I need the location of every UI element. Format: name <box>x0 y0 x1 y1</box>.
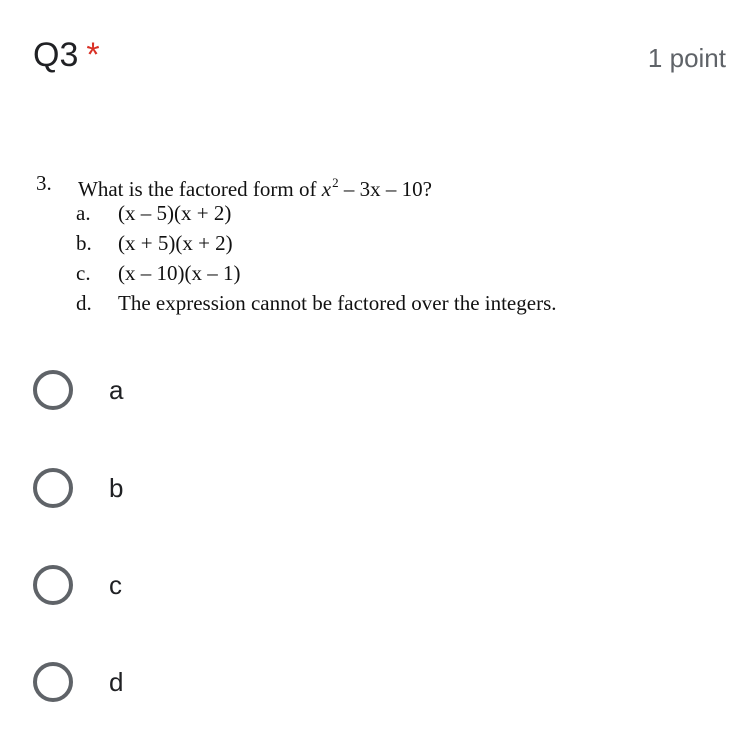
option-b[interactable] <box>33 464 433 512</box>
option-d[interactable] <box>33 658 433 706</box>
question-title-text: Q3 <box>33 36 79 74</box>
option-a[interactable] <box>33 366 433 414</box>
radio-button-c[interactable] <box>33 565 73 605</box>
question-image <box>36 168 676 318</box>
question-number: 3. <box>36 171 52 195</box>
image-choice-letter: b. <box>76 231 92 255</box>
image-choice-text: (x – 5)(x + 2) <box>118 201 232 225</box>
expression-rest: – 3x – 10? <box>338 177 432 201</box>
option-label-a: a <box>109 375 124 405</box>
question-stem <box>36 168 676 201</box>
option-label-b: b <box>109 473 124 503</box>
image-choice-letter: c. <box>76 261 91 285</box>
image-choice-d <box>36 288 676 318</box>
expression-exponent: 2 <box>332 175 339 190</box>
image-choice-letter: d. <box>76 291 92 315</box>
image-choice-text: (x + 5)(x + 2) <box>118 231 233 255</box>
question-stem-text <box>78 168 432 201</box>
image-choice-a <box>36 198 676 228</box>
stem-text: What is the factored form of <box>78 177 322 201</box>
option-c[interactable] <box>33 561 433 609</box>
option-label-c: c <box>109 570 122 600</box>
image-choice-text: The expression cannot be factored over the integers. <box>118 291 557 315</box>
radio-button-d[interactable] <box>33 662 73 702</box>
question-title <box>33 34 100 76</box>
radio-button-a[interactable] <box>33 370 73 410</box>
image-choice-letter: a. <box>76 201 91 225</box>
option-label-d: d <box>109 667 124 697</box>
expression-base: x <box>321 177 332 201</box>
image-choice-c <box>36 258 676 288</box>
image-choice-b <box>36 228 676 258</box>
radio-button-b[interactable] <box>33 468 73 508</box>
required-asterisk: * <box>86 36 100 74</box>
question-points: 1 point <box>647 43 726 73</box>
image-choice-text: (x – 10)(x – 1) <box>118 261 241 285</box>
